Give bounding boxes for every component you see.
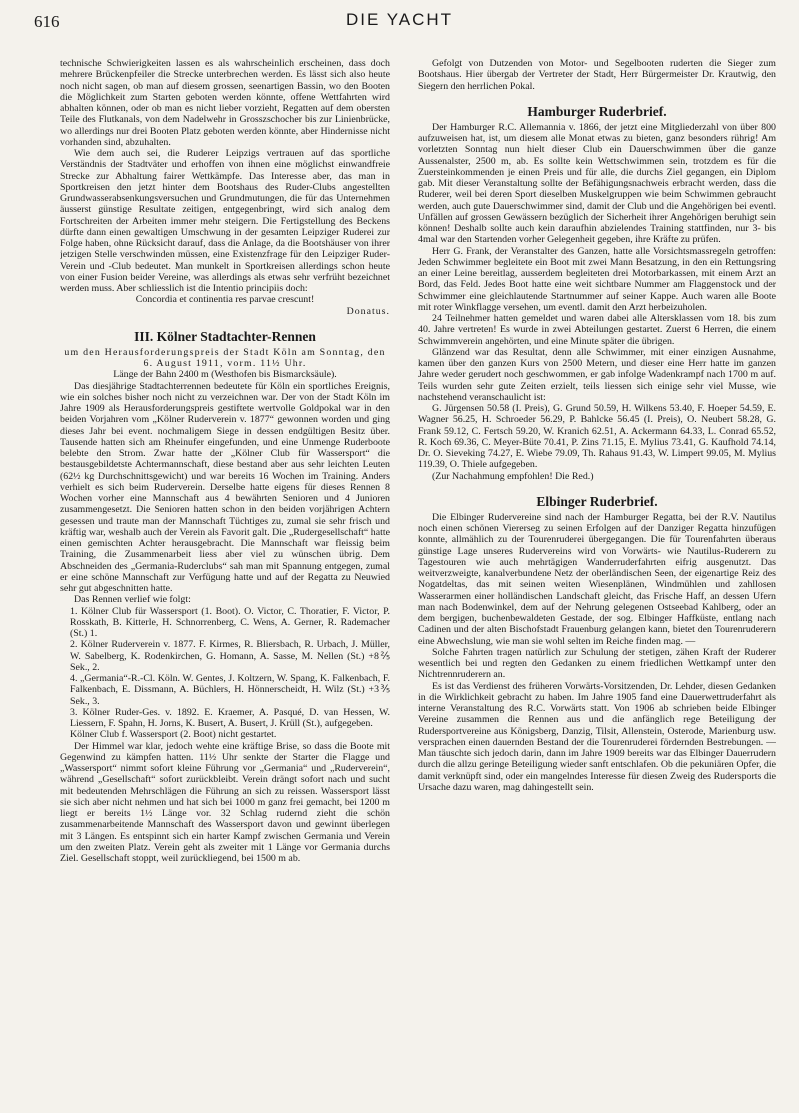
course-length: Länge der Bahn 2400 m (Westhofen bis Bismarcksäule). [113,369,337,381]
article-title: Hamburger Ruderbrief. [527,103,667,119]
right-column [418,58,776,1103]
result-entry: 2. Kölner Ruderverein v. 1877. F. Kirmes, R. Bliersbach, R. Urbach, J. Müller, W. Sabelberg, K. Rodenkirchen, G. Homann, A. Sasse, M. Nellen (St.) +8⅖ Sek., 2. [70,639,390,673]
motto: Concordia et continentia res parvae crescunt! [135,294,315,306]
result-entry: 1. Kölner Club für Wassersport (1. Boot). O. Victor, C. Thoratier, F. Victor, P. Rosskath, B. Kitterle, H. Schnorrenberg, C. Wens, A. Gerner, R. Rademacher (St.) 1. [70,605,390,639]
paragraph: Der Himmel war klar, jedoch wehte eine kräftige Brise, so dass die Boote mit Gegenwind zu kämpfen hatten. 11½ Uhr senkte der Starter die Flagge und „Wassersport“ nimmt sofort kleine Führung vor „Germania“ und „Ruderverein“, während „Gesellschaft“ sofort zurückbleibt. Verein drängt sofort nach und sucht mit bedeutenden Mehrschlägen die Führung an sich zu reissen. Wassersport lässt sie sich aber nicht nehmen und hat sich bei 1000 m ganz frei gemacht, bei 1200 m liegt er bereits 1½ Länge vor. 32 Schlag rudernd zieht die schön zusammenarbeitende Mannschaft des Wassersport davon und gewinnt überlegen mit 3 Längen. Es entspinnt sich ein harter Kampf zwischen Germania und Verein um den zweiten Platz. Verein geht als zweiter mit 1 Länge vor Germania durchs Ziel. Gesellschaft stoppt, weil zurückliegend, bei 1500 m ab. [60,740,390,864]
paragraph: Der Hamburger R.C. Allemannia v. 1866, der jetzt eine Mitgliederzahl von über 800 aufzuweisen hat, ist, um diesem alle Monat etwas zu bieten, ganz besonders rührig! Am vorletzten Sonntag nun hielt dieser Club ein Dauerschwimmen über die ganze Aussenalster, 2500 m, ab. Es sollte kein Wettschwimmen sein, trotzdem es für die Zuersteinkommenden je einen Preis und für alle, die durchs Ziel gegangen, ein Diplom gab. Mit dieser Veranstaltung sollte der Befähigungsnachweis erbracht werden, dass die Ruderer, weil bei deren Sport dieselben Muskelgruppen wie beim Schwimmen gebraucht werden, auch gute Dauerschwimmer sind, damit der Club und die Angehörigen bei eventl. Unfällen auf grossen Gewässern bezüglich der Sicherheit ihrer Angehörigen beruhigt sein können! Deshalb sollte auch kein daraufhin abzielendes Training stattfinden, nur 3- bis 4mal war den Startenden vorher Gelegenheit gegeben, ihre Kräfte zu prüfen. [418,121,776,246]
paragraph: Das Rennen verlief wie folgt: [74,594,191,606]
page-number: 616 [34,12,60,31]
paragraph: Solche Fahrten tragen natürlich zur Schulung der stetigen, zähen Kraft der Ruderer wesentlich bei und regten den Gedanken zu einem friedlichen Wettkampf unter den Nichtrennruderern an. [418,646,776,681]
paragraph: Es ist das Verdienst des früheren Vorwärts-Vorsitzenden, Dr. Lehder, diesen Gedanken in die Wirklichkeit gebracht zu haben. Im Jahre 1905 fand eine Dauerwettruderfahrt als interne Veranstaltung des R.C. Vorwärts statt. Von 1906 ab schrieben beide Elbinger Vereine zusammen die Rennen aus und die anfänglich rege Beteiligung der Rudersportvereine aus Königsberg, Danzig, Tilsit, Allenstein, Osterode, Marienburg usw. versprachen einen dauernden Bestand der die Tourenruderei fördernden Bestrebungen. — Man täuschte sich jedoch darin, dann im Jahre 1909 bereits war das Elbinger Dauerrudern durch die allzu geringe Beteiligung wieder sanft entschlafen. Ob die pekuniären Opfer, die damit verknüpft sind, oder ein mangelndes Interesse für diesen Zweig des Rudersports die Ursache dazu waren, mag dahingestellt sein. [418,680,776,793]
paragraph: technische Schwierigkeiten lassen es als wahrscheinlich erscheinen, dass doch mehrere Brückenpfeiler die Strecke unterbrechen werden. Es lässt sich also heute noch nicht sagen, ob man auf diesem grossen, seenartigen Bassin, wo den Booten die Möglichkeit zum Starten geboten werden könnte, offene Wettfahrten wird abhalten können, oder ob man es nicht lieber vorzieht, Regatten auf dem obersten Teile des Flutkanals, von dem Nadelwehr in Grosszschocher bis zur Linienbrücke, wo allerdings nur drei Booten Platz geboten werden könnte, aber Hindernisse nicht vorhanden sind, abzuhalten. [60,58,390,148]
result-entry: Kölner Club f. Wassersport (2. Boot) nicht gestartet. [70,729,277,741]
result-entry: 4. „Germania“-R.-Cl. Köln. W. Gentes, J. Koltzern, W. Spang, K. Falkenbach, F. Falkenbach, E. Dissmann, A. Büchlers, H. Hönnerscheidt, H. Wilz (St.) +3⅗ Sek., 3. [70,673,390,707]
article-title: III. Kölner Stadtachter-Rennen [134,328,316,344]
paragraph: Glänzend war das Resultat, denn alle Schwimmer, mit einer einzigen Ausnahme, kamen über den ganzen Kurs von 2500 Metern, und dieser eine Herr hatte im ganzen Jahre weder gerudert noch geschwommen, er gab infolge Wadenkrampf nach 1700 m auf. Teils wurden sehr gute Zeiten erzielt, teils liessen sich einige sehr viel Musse, wie nachstehend veranschaulicht ist: [418,346,776,403]
paragraph: 24 Teilnehmer hatten gemeldet und waren dabei alle Altersklassen vom 18. bis zum 40. Jahre vertreten! Es wurde in zwei Abteilungen gestartet. Zuerst 6 Herren, die einem Schwimmverein angehörten, und eine Minute später die übrigen. [418,313,776,347]
left-column [60,58,390,1103]
paragraph: Herr G. Frank, der Veranstalter des Ganzen, hatte alle Vorsichtsmassregeln getroffen: Jeden Schwimmer begleitete ein Boot mit zwei Mann Besatzung, in den ein Rettungsring an einer Leine bereitlag, ausserdem begleiteten drei Motorbarkassen, mit einem Arzt an Bord, das Feld. Jedes Boot hatte eine weit sichtbare Nummer am Flaggenstock und der Schwimmer eine gleichlautende Startnummer auf seiner Kappe. Auch waren alle Boote mit roter Winkflagge versehen, um eventl. damit den Arzt herbeizuholen. [418,245,776,313]
paragraph: Gefolgt von Dutzenden von Motor- und Segelbooten ruderten die Sieger zum Bootshaus. Hier übergab der Vertreter der Stadt, Herr Bürgermeister Dr. Krautwig, den Siegern den herrlichen Pokal. [418,58,776,92]
paragraph: Das diesjährige Stadtachterrennen bedeutete für Köln ein sportliches Ereignis, wie ein solches bisher noch nicht zu verzeichnen war. Der von der Stadt Köln im Jahre 1909 als Herausforderungspreis gestiftete wertvolle Goldpokal war in den beiden Vorjahren vom „Kölner Ruderverein v. 1877“ gewonnen worden und ging dieses Jahr bei event. nochmaligem Siege in dessen endgültigen Besitz über. Tausende hatten sich am Rheinufer eingefunden, und eine Unmenge Ruderboote belebte den Strom. Zwar hatte der „Kölner Club für Wassersport“ die bestausgebildetste Achtermannschaft, diese bestand aber aus sehr leichten Leuten (62½ kg Durchschnittsgewicht) und war bereits 16 Wochen im Training. Anders verhielt es sich beim Ruderverein. Derselbe hatte eigens für dieses Rennen 8 Wochen vorher eine Mannschaft aus 4 bewährten Senioren und 4 Junioren zusammengesetzt. Die Senioren hatten schon in den beiden vorjährigen Achtern gesessen und traute man der Mannschaft Tüchtiges zu, zumal sie sehr frisch und kräftig war, weshalb auch der Verein als Favorit galt. Die „Rudergesellschaft“ hatte einen gemischten Achter herausgebracht. Die Mannschaft war fleissig beim Training, die Zusammenarbeit liess aber viel zu wünschen übrig. Dem Abschneiden des „Germania-Ruderclubs“ sah man mit Spannung entgegen, zumal er eine schöne Mannschaft zur Verfügung hatte und auf der Regatta zu Neuwied sehr gut abgeschnitten hatte. [60,380,390,594]
paragraph: Wie dem auch sei, die Ruderer Leipzigs vertrauen auf das sportliche Verständnis der Stadtväter und erhoffen von ihnen eine möglichst einwandfreie Strecke zur Abhaltung fairer Wettkämpfe. Das Interesse aber, das man in Sportkreisen den jetzt hinter dem Bootshaus des Ruder-Clubs angestellten Grundwasserabsenkungsversuchen und Grundmutungen, die für das Unternehmen äusserst günstige Resultate zeitigen, entgegenbringt, wird sich analog dem Fortschreiten der Arbeiten immer mehr steigern. Die Fertigstellung des Beckens dürfte dann einen gewaltigen Umschwung in der gesamten Leipziger Ruderei zur Folge haben, ohne Rücksicht darauf, dass die Anlage, da die Bootshäuser von ihrer jetzigen Stelle verschwinden müssen, eine Existenzfrage für den Leipziger Ruder-Verein und -Club bedeutet. Man munkelt in Sportkreisen allerdings schon heute von einer Fusion beider Vereine, was allerdings als etwas sehr verfrüht bezeichnet werden muss. Aber schliesslich ist die Intentio principiis doch: [60,148,390,294]
editor-note: (Zur Nachahmung empfohlen! Die Red.) [432,470,594,482]
paragraph: Die Elbinger Rudervereine sind nach der Hamburger Regatta, bei der R.V. Nautilus noch einen schönen Viererseg zu seinen Erfolgen auf der Danziger Regatta hinzufügen konnte, allmählich zu der Tourenruderei übergegangen. Die für Tourenfahrten überaus günstige Lage unseres Rudervereins wird von Vorwärts- wie Nautilus-Ruderern zu Tagestouren wie auch mehrtägigen Wanderruderfahrten eifrig ausgenutzt. Das weitverzweigte, kanalverbundene Netz der oberländischen Seen, der eigenartige Reiz des Nogatdeltas, das mit seinen weiten Wiesenplänen, Windmühlen und zahllosen Wasserarmen einer holländischen Landschaft gleicht, das Frische Haff, an dessen Ufern man nach Bodenwinkel, dem auf der Nehrung gelegenen Ostseebad Kahlberg, oder an dem bergigen, buchenbewaldeten Gestade, der sog. Elbinger Haffküste, entlang nach Cadinen und der alten Bischofstadt Frauenburg gelangen kann, bietet den Tourenruderern eine Abwechslung, wie man sie wohl selten im Reiche finden mag. — [418,511,776,647]
author-signature: Donatus. [346,305,390,317]
result-entry: 3. Kölner Ruder-Ges. v. 1892. E. Kraemer, A. Pasqué, D. van Hessen, W. Liessern, F. Spahn, H. Jorns, K. Busert, A. Busert, J. Krüll (St.), aufgegeben. [70,706,390,729]
article-title: Elbinger Ruderbrief. [536,493,658,509]
running-head: DIE YACHT [345,10,454,29]
article-subtitle: um den Herausforderungspreis der Stadt Köln am Sonntag, den 6. August 1911, vorm. 11½ Uhr. [64,346,386,369]
results-list: G. Jürgensen 50.58 (I. Preis), G. Grund 50.59, H. Wilkens 53.40, F. Hoeper 54.59, E. Wagner 56.25, H. Schroeder 56.29, P. Bahlcke 56.45 (I. Preis), O. Neubert 58.28, G. Frank 59.12, C. Fertsch 59.20, W. Kranich 62.51, A. Ackermann 64.33, L. Conrad 65.52, R. Koch 69.36, C. Meyer-Büte 70.41, P. Zins 71.15, E. Mylius 73.41, G. Kaufhold 74.14, Dr. O. Sieveking 74.27, E. Wiebe 79.09, Th. Rahaus 91.43, W. Limpert 99.05, M. Mylius 119.39, O. Thiele aufgegeben. [418,403,776,471]
